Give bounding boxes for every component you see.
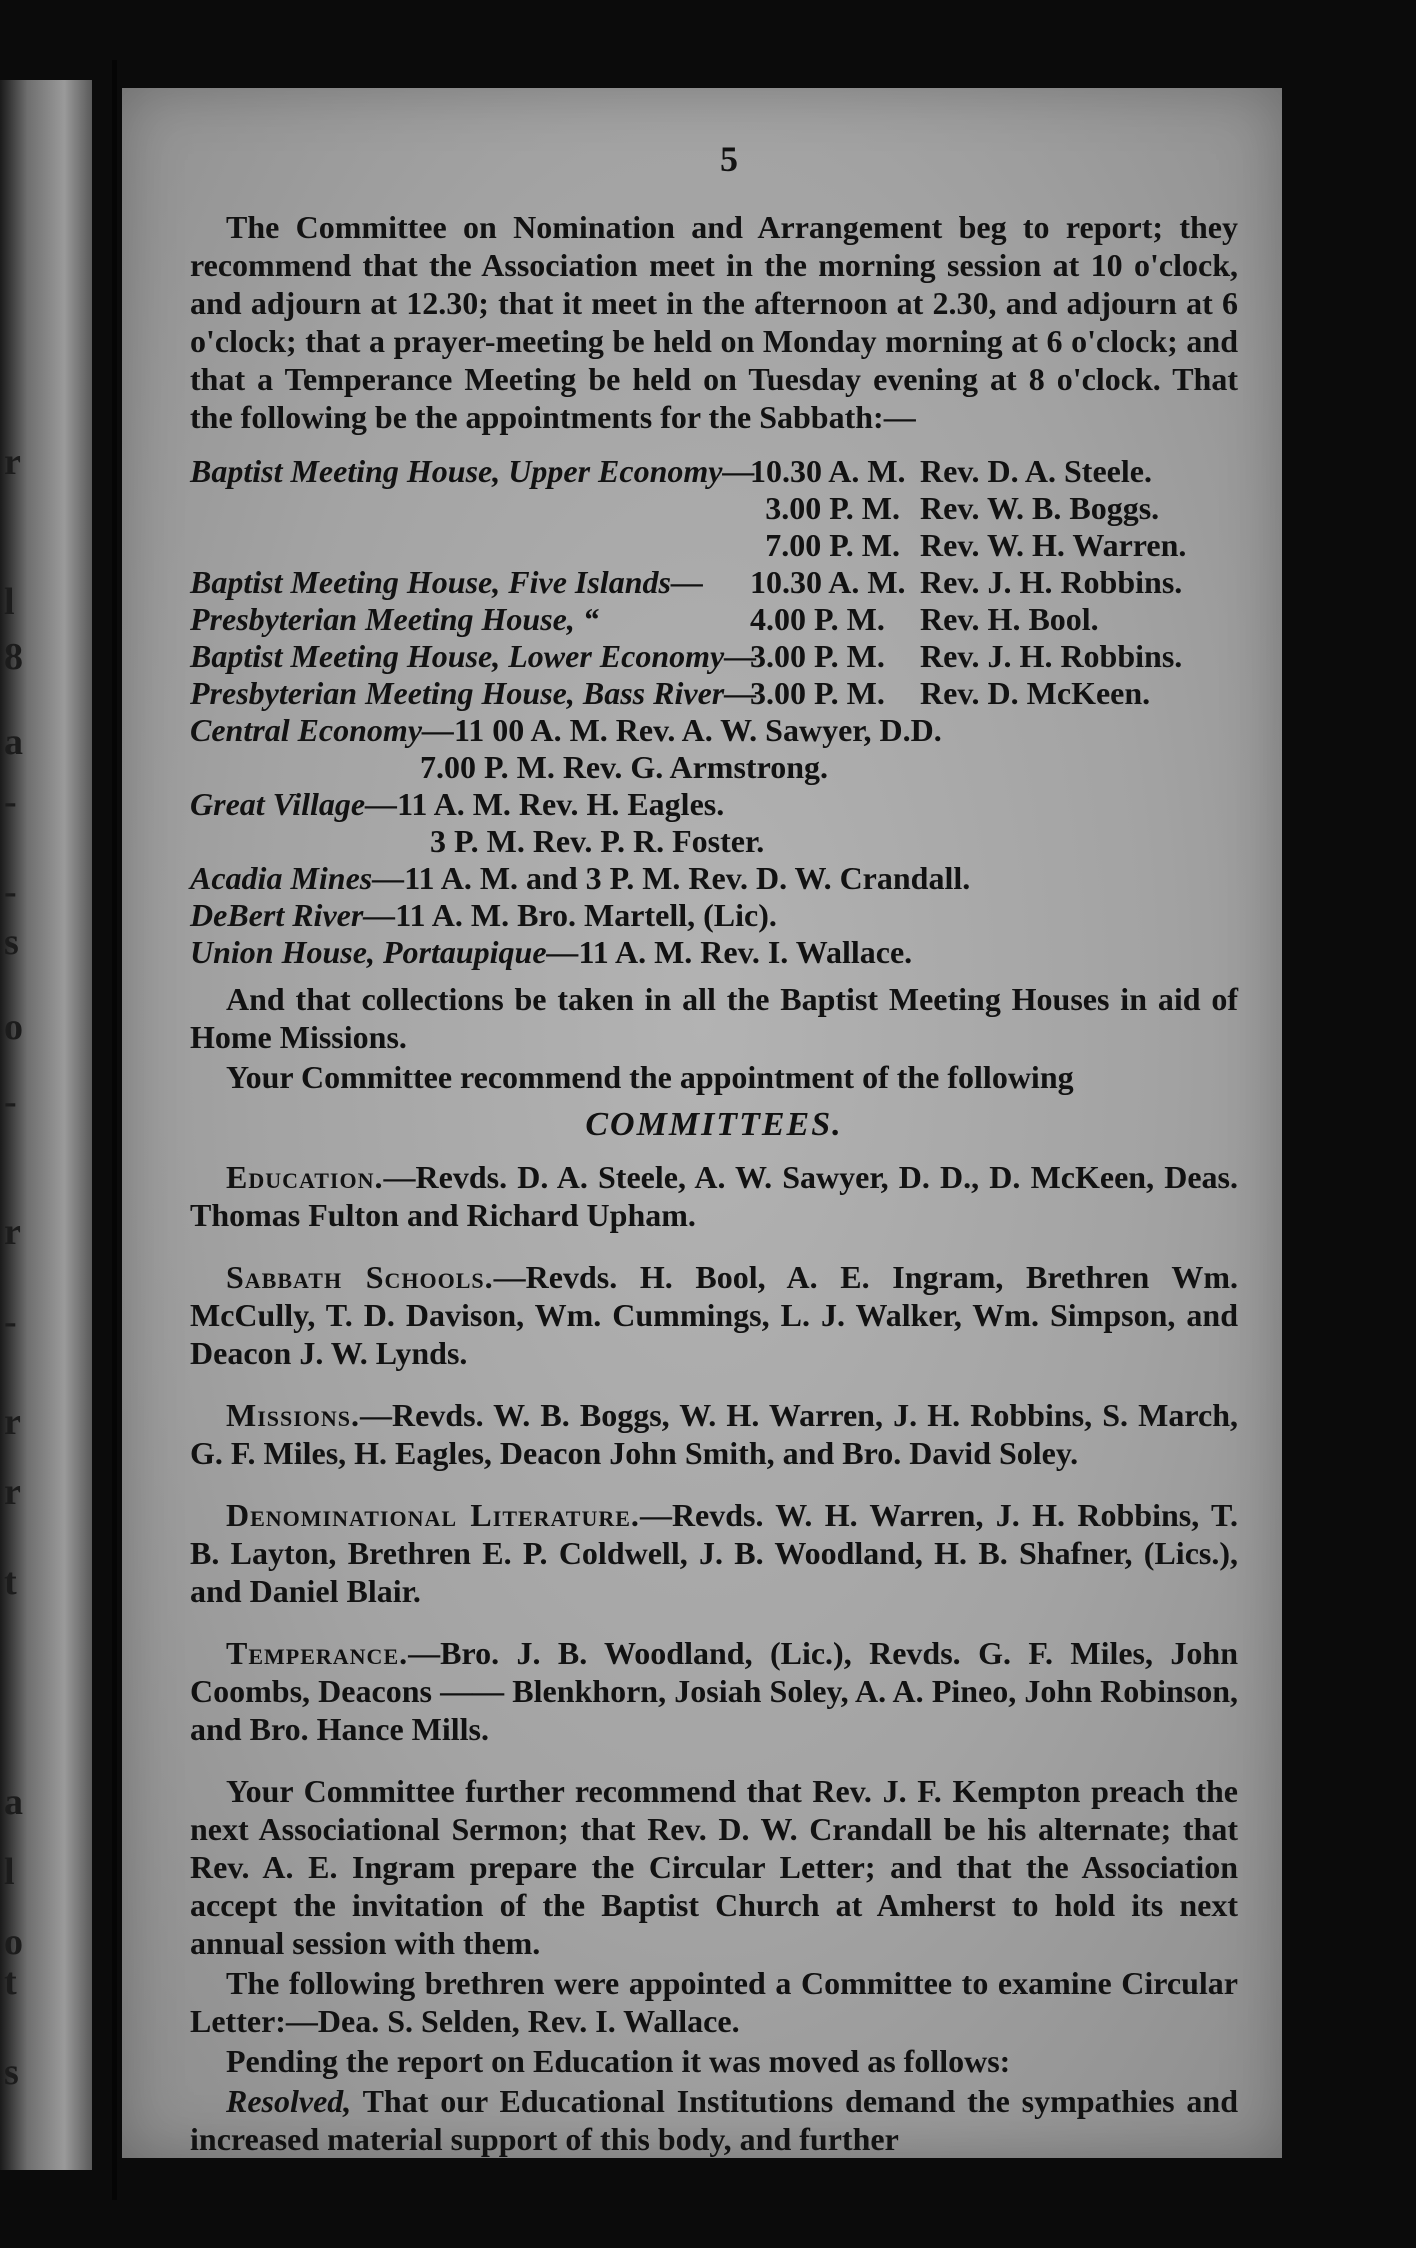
collections-paragraph: And that collections be taken in all the Baptist Meeting Houses in aid of Home Missions. bbox=[190, 981, 1238, 1055]
margin-glyph: 8 bbox=[4, 636, 23, 678]
appointment-row: 3 P. M. Rev. P. R. Foster. bbox=[430, 823, 765, 859]
committee-entry-sabbath-schools bbox=[190, 1258, 1238, 1372]
appointment-row bbox=[190, 526, 1238, 563]
appointment-row bbox=[190, 711, 1238, 748]
appointment-place: Baptist Meeting House, Lower Economy— bbox=[190, 638, 757, 674]
margin-glyph: t bbox=[4, 1961, 17, 2003]
appointment-place: Union House, Portaupique— bbox=[190, 934, 579, 970]
margin-glyph: o bbox=[4, 1921, 23, 1963]
resolved-paragraph bbox=[190, 2082, 1238, 2158]
appointment-time: 10.30 A. M. bbox=[750, 453, 906, 489]
margin-glyph: - bbox=[4, 781, 17, 823]
margin-glyph: a bbox=[4, 1781, 23, 1823]
margin-glyph: s bbox=[4, 2051, 19, 2093]
appointment-place: DeBert River— bbox=[190, 897, 396, 933]
page-gutter-line bbox=[112, 60, 117, 2200]
circular-letter-paragraph: The following brethren were appointed a Committee to examine Circular Letter:—Dea. S. Selden, Rev. I. Wallace. bbox=[190, 1965, 1238, 2039]
appointment-row bbox=[190, 563, 1238, 600]
margin-glyph: o bbox=[4, 1006, 23, 1048]
appointment-row: 7.00 P. M. Rev. G. Armstrong. bbox=[420, 749, 828, 785]
appointment-details: 11 A. M. and 3 P. M. Rev. D. W. Crandall. bbox=[404, 860, 971, 896]
margin-glyph: r bbox=[4, 1401, 21, 1443]
margin-glyph: r bbox=[4, 1211, 21, 1253]
appointment-details: 11 00 A. M. Rev. A. W. Sawyer, D.D. bbox=[454, 712, 942, 748]
appointment-time: 7.00 P. M. bbox=[765, 527, 900, 563]
appointment-time: 3.00 P. M. bbox=[750, 675, 885, 711]
adjacent-page-margin bbox=[0, 80, 92, 2170]
appointment-details: 11 A. M. Bro. Martell, (Lic). bbox=[395, 897, 777, 933]
margin-glyph: a bbox=[4, 721, 23, 763]
margin-glyph: - bbox=[4, 1301, 17, 1343]
committee-name: Temperance. bbox=[226, 1635, 409, 1671]
appointment-minister: Rev. W. B. Boggs. bbox=[920, 490, 1160, 526]
committee-members: —Revds. D. A. Steele, A. W. Sawyer, D. D., D. McKeen, Deas. Thomas Fulton and Richard Upham. bbox=[190, 1159, 1238, 1233]
appointment-details: 11 A. M. Rev. H. Eagles. bbox=[397, 786, 725, 822]
further-recommend-paragraph: Your Committee further recommend that Rev. J. F. Kempton preach the next Associational Sermon; that Rev. D. W. Crandall be his alternate; that Rev. A. E. Ingram prepare the Circular Letter; and that the Association accept the invitation of the Baptist Church at Amherst to hold its next annual session with them. bbox=[190, 1773, 1238, 1961]
appointment-row bbox=[190, 896, 1238, 933]
committee-name: Missions. bbox=[226, 1397, 361, 1433]
committee-name: Denominational Literature. bbox=[226, 1497, 640, 1533]
page-number: 5 bbox=[720, 139, 738, 179]
committee-members: —Revds. W. H. Warren, J. H. Robbins, T. B. Layton, Brethren E. P. Coldwell, J. B. Woodland, H. B. Shafner, (Lics.), and Daniel Blair. bbox=[190, 1497, 1238, 1609]
appointment-row bbox=[190, 637, 1238, 674]
appointment-minister: Rev. W. H. Warren. bbox=[920, 527, 1187, 563]
appointment-place: Great Village— bbox=[190, 786, 398, 822]
committee-name: Sabbath Schools. bbox=[226, 1259, 494, 1295]
margin-glyph: l bbox=[4, 581, 15, 623]
appointment-place: Presbyterian Meeting House, Bass River— bbox=[190, 675, 757, 711]
committee-members: —Revds. W. B. Boggs, W. H. Warren, J. H. Robbins, S. March, G. F. Miles, H. Eagles, Deacon John Smith, and Bro. David Soley. bbox=[190, 1397, 1238, 1471]
page-text-column bbox=[190, 140, 1238, 2160]
margin-glyph: r bbox=[4, 441, 21, 483]
appointment-details: 11 A. M. Rev. I. Wallace. bbox=[578, 934, 913, 970]
appointment-place: Central Economy— bbox=[190, 712, 455, 748]
appointment-minister: Rev. H. Bool. bbox=[920, 601, 1099, 637]
committee-entry-denominational-literature bbox=[190, 1496, 1238, 1610]
recommend-paragraph: Your Committee recommend the appointment of the following bbox=[226, 1059, 1074, 1095]
margin-glyph: - bbox=[4, 871, 17, 913]
sabbath-appointments bbox=[190, 452, 1238, 970]
appointment-time: 4.00 P. M. bbox=[750, 601, 885, 637]
pending-paragraph: Pending the report on Education it was moved as follows: bbox=[226, 2043, 1011, 2079]
appointment-place: Baptist Meeting House, Five Islands— bbox=[190, 564, 703, 600]
margin-glyph: s bbox=[4, 921, 19, 963]
committee-entry-temperance bbox=[190, 1634, 1238, 1748]
appointment-row bbox=[190, 600, 1238, 637]
appointment-row bbox=[190, 785, 1238, 822]
appointment-minister: Rev. D. A. Steele. bbox=[920, 453, 1152, 489]
appointment-row bbox=[190, 452, 1238, 489]
book-page bbox=[122, 88, 1282, 2158]
resolved-text: That our Educational Institutions demand the sympathies and increased material support of this body, and further bbox=[190, 2083, 1238, 2157]
committee-entry-education bbox=[190, 1158, 1238, 1234]
appointment-row bbox=[190, 489, 1238, 526]
appointment-row bbox=[190, 859, 1238, 896]
committee-members: —Bro. J. B. Woodland, (Lic.), Revds. G. F. Miles, John Coombs, Deacons —— Blenkhorn, Josiah Soley, A. A. Pineo, John Robinson, and Bro. Hance Mills. bbox=[190, 1635, 1238, 1747]
committee-name: Education. bbox=[226, 1159, 384, 1195]
nomination-report-paragraph: The Committee on Nomination and Arrangement beg to report; they recommend that the Association meet in the morning session at 10 o'clock, and adjourn at 12.30; that it meet in the afternoon at 2.30, and adjourn at 6 o'clock; that a prayer-meeting be held on Monday morning at 6 o'clock; and that a Temperance Meeting be held on Tuesday evening at 8 o'clock. That the following be the appointments for the Sabbath:— bbox=[190, 209, 1238, 435]
appointment-row bbox=[190, 933, 1238, 970]
appointment-time: 3.00 P. M. bbox=[765, 490, 900, 526]
committee-entry-missions bbox=[190, 1396, 1238, 1472]
appointment-time: 3.00 P. M. bbox=[750, 638, 885, 674]
appointment-minister: Rev. J. H. Robbins. bbox=[920, 638, 1183, 674]
margin-glyph: t bbox=[4, 1561, 17, 1603]
resolved-label: Resolved, bbox=[226, 2083, 352, 2119]
margin-glyph: l bbox=[4, 1851, 15, 1893]
appointment-minister: Rev. J. H. Robbins. bbox=[920, 564, 1183, 600]
margin-glyph: - bbox=[4, 1081, 17, 1123]
appointment-place: Baptist Meeting House, Upper Economy— bbox=[190, 453, 755, 489]
appointment-place: Acadia Mines— bbox=[190, 860, 405, 896]
committee-members: —Revds. H. Bool, A. E. Ingram, Brethren Wm. McCully, T. D. Davison, Wm. Cummings, L. J. Walker, Wm. Simpson, and Deacon J. W. Lynds. bbox=[190, 1259, 1238, 1371]
appointment-row bbox=[190, 674, 1238, 711]
committees-heading: COMMITTEES. bbox=[585, 1106, 843, 1143]
appointment-minister: Rev. D. McKeen. bbox=[920, 675, 1151, 711]
appointment-time: 10.30 A. M. bbox=[750, 564, 906, 600]
margin-glyph: r bbox=[4, 1471, 21, 1513]
appointment-place: Presbyterian Meeting House, “ bbox=[190, 601, 599, 637]
